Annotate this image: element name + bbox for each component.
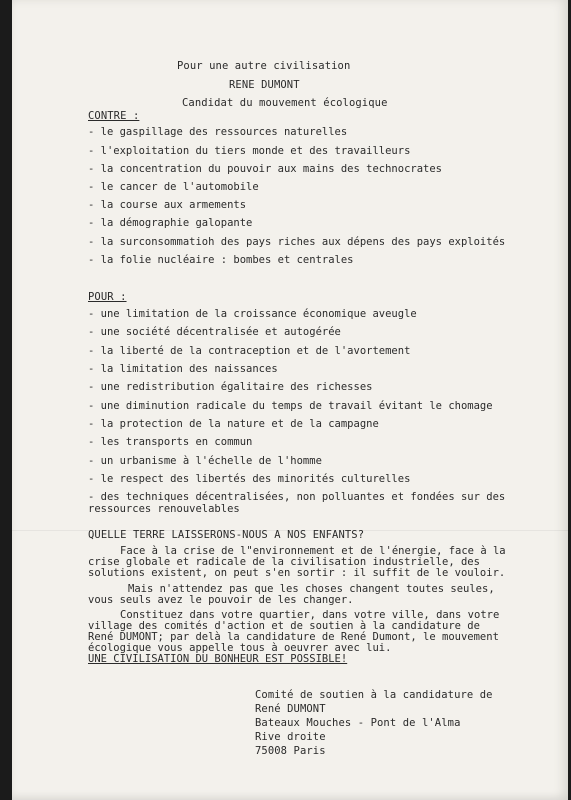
paragraph-line: crise globale et radicale de la civilisation industrielle, des [88, 556, 480, 568]
list-item: - des techniques décentralisées, non polluantes et fondées sur des [88, 491, 506, 503]
list-item: - l'exploitation du tiers monde et des travailleurs [88, 145, 411, 157]
list-item: - le respect des libertés des minorités culturelles [88, 473, 411, 485]
slogan: UNE CIVILISATION DU BONHEUR EST POSSIBLE! [88, 653, 348, 665]
list-item: - la protection de la nature et de la campagne [88, 418, 379, 430]
paragraph-line: Face à la crise de l"environnement et de l'énergie, face à la [120, 545, 506, 557]
list-item: - une société décentralisée et autogérée [88, 326, 341, 338]
document-subtitle: Candidat du mouvement écologique [182, 97, 388, 109]
list-item: - une redistribution égalitaire des richesses [88, 381, 373, 393]
list-item: - la course aux armements [88, 199, 247, 211]
list-item: - un urbanisme à l'échelle de l'homme [88, 455, 322, 467]
list-item: - le cancer de l'automobile [88, 181, 259, 193]
list-item: - la limitation des naissances [88, 363, 278, 375]
signature-line: Bateaux Mouches - Pont de l'Alma [255, 717, 461, 729]
paragraph-line: écologique vous appelle tous à oeuvrer avec lui. [88, 642, 392, 654]
list-item: - une limitation de la croissance économique aveugle [88, 308, 417, 320]
list-item: - le gaspillage des ressources naturelles [88, 126, 348, 138]
list-item: - la liberté de la contraception et de l'avortement [88, 345, 411, 357]
paragraph-line: vous seuls avez le pouvoir de les changer. [88, 594, 354, 606]
signature-line: Rive droite [255, 731, 326, 743]
document-page [12, 0, 568, 800]
question-heading: QUELLE TERRE LAISSERONS-NOUS A NOS ENFANTS? [88, 529, 365, 541]
document-title: Pour une autre civilisation [177, 60, 351, 72]
paragraph-line: Constituez dans votre quartier, dans votre ville, dans votre [120, 609, 500, 621]
paragraph-line: solutions existent, on peut s'en sortir : il suffit de le vouloir. [88, 567, 506, 579]
pour-heading: POUR : [88, 291, 127, 303]
paragraph-line: village des comités d'action et de soutien à la candidature de [88, 620, 480, 632]
list-item: - une diminution radicale du temps de travail évitant le chomage [88, 400, 493, 412]
paragraph-line: Mais n'attendez pas que les choses changent toutes seules, [128, 583, 495, 595]
signature-line: Comité de soutien à la candidature de [255, 689, 493, 701]
list-item: - la surconsommatioh des pays riches aux dépens des pays exploités [88, 236, 506, 248]
list-item: - les transports en commun [88, 436, 253, 448]
list-item-continuation: ressources renouvelables [88, 503, 240, 515]
signature-line: René DUMONT [255, 703, 326, 715]
list-item: - la démographie galopante [88, 217, 253, 229]
signature-line: 75008 Paris [255, 745, 326, 757]
list-item: - la folie nucléaire : bombes et centrales [88, 254, 354, 266]
list-item: - la concentration du pouvoir aux mains des technocrates [88, 163, 443, 175]
paragraph-line: René DUMONT; par delà la candidature de René Dumont, le mouvement [88, 631, 499, 643]
contre-heading: CONTRE : [88, 110, 140, 122]
candidate-name: RENE DUMONT [229, 79, 300, 91]
